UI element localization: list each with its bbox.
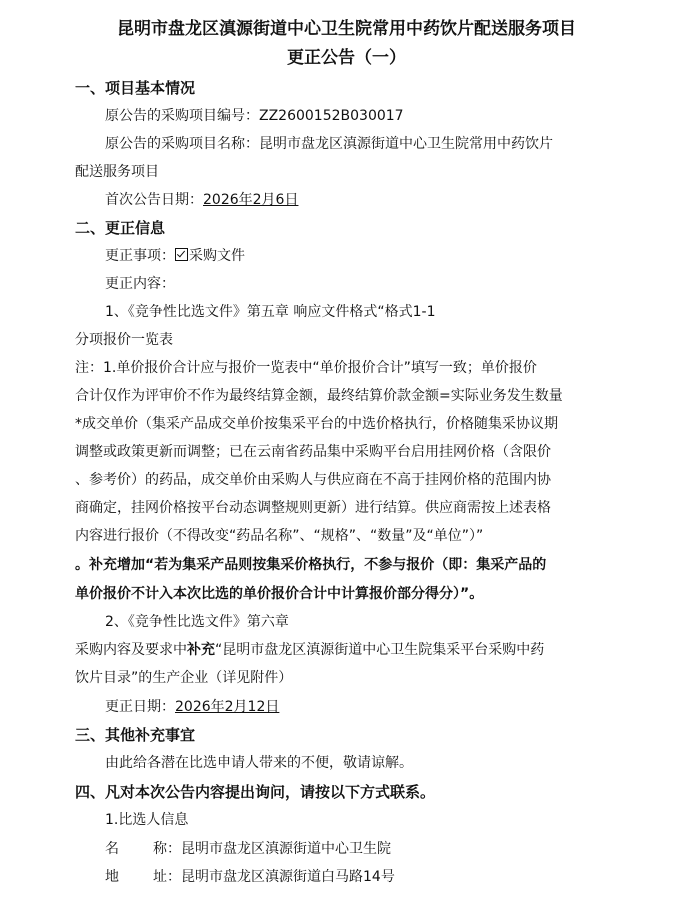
item1-line2: 分项报价一览表 xyxy=(75,332,173,348)
supplement-prefix: 。补充增加 xyxy=(75,557,145,573)
note-line: 调整或政策更新而调整；已在云南省药品集中采购平台启用挂网价格（含限价 xyxy=(75,444,551,460)
correction-matter-label: 更正事项： xyxy=(105,248,175,264)
project-name-value-part2: 配送服务项目 xyxy=(75,164,159,180)
note-line: 内容进行报价（不得改变“药品名称”、“规格”、“数量”及“单位”）” xyxy=(75,528,484,544)
bidder-info-title: 1.比选人信息 xyxy=(105,812,189,828)
item2-supplement-word: 补充 xyxy=(187,642,215,658)
project-name-row xyxy=(105,134,645,154)
checked-checkbox-icon xyxy=(175,248,188,261)
project-number-label: 原公告的采购项目编号： xyxy=(105,108,259,124)
project-name-value-part1: 昆明市盘龙区滇源街道中心卫生院常用中药饮片 xyxy=(259,136,553,152)
correction-content-label: 更正内容： xyxy=(105,276,175,292)
project-name-label: 原公告的采购项目名称： xyxy=(105,136,259,152)
bidder-name-value: 昆明市盘龙区滇源街道中心卫生院 xyxy=(181,841,391,857)
section2-heading: 二、更正信息 xyxy=(75,219,166,237)
section3-text: 由此给各潜在比选申请人带来的不便，敬请谅解。 xyxy=(105,755,413,771)
item1-line1: 1、《竞争性比选文件》第五章 响应文件格式“格式1-1 xyxy=(105,304,436,320)
item2-text-a: 采购内容及要求中 xyxy=(75,642,187,658)
supplement-line2: 单价报价不计入本次比选的单价报价合计中计算报价部分得分）”。 xyxy=(75,586,484,602)
correction-date-label: 更正日期： xyxy=(105,699,175,715)
document-subtitle: 更正公告（一） xyxy=(287,48,406,68)
bidder-address-row xyxy=(105,867,645,887)
project-number-row xyxy=(105,106,645,126)
item2-line1: 2、《竞争性比选文件》第六章 xyxy=(105,614,289,630)
item2-line2 xyxy=(75,640,615,660)
address-label-char2: 址： xyxy=(153,869,181,885)
note-line: *成交单价（集采产品成交单价按集采平台的中选价格执行，价格随集采协议期 xyxy=(75,416,558,432)
note-line: 注：1.单价报价合计应与报价一览表中“单价报价合计”填写一致；单价报价 xyxy=(75,360,537,376)
correction-date-row xyxy=(105,697,645,717)
item2-text-c: “昆明市盘龙区滇源街道中心卫生院集采平台采购中药 xyxy=(215,642,545,658)
section4-heading: 四、凡对本次公告内容提出询问，请按以下方式联系。 xyxy=(75,783,436,801)
first-date-label: 首次公告日期： xyxy=(105,192,203,208)
first-date-row xyxy=(105,190,645,210)
note-line: 合计仅作为评审价不作为最终结算金额，最终结算价款金额=实际业务发生数量 xyxy=(75,388,563,404)
correction-date-value: 2026年2月12日 xyxy=(175,699,280,715)
supplement-text-1: “若为集采产品则按集采价格执行，不参与报价（即：集采产品的 xyxy=(145,557,547,573)
document-title: 昆明市盘龙区滇源街道中心卫生院常用中药饮片配送服务项目 xyxy=(117,19,576,39)
correction-matter-row xyxy=(105,246,645,266)
name-label-char1: 名 xyxy=(105,841,119,857)
address-label-char1: 地 xyxy=(105,869,119,885)
item2-line3: 饮片目录”的生产企业（详见附件） xyxy=(75,670,293,686)
correction-matter-value: 采购文件 xyxy=(189,248,245,264)
section1-heading: 一、项目基本情况 xyxy=(75,79,196,97)
supplement-line1 xyxy=(75,555,615,575)
note-line: 、参考价）的药品，成交单价由采购人与供应商在不高于挂网价格的范围内协 xyxy=(75,472,551,488)
note-line: 商确定，挂网价格按平台动态调整规则更新）进行结算。供应商需按上述表格 xyxy=(75,500,551,516)
project-number-value: ZZ2600152B030017 xyxy=(259,108,404,124)
bidder-name-row xyxy=(105,839,645,859)
name-label-char2: 称： xyxy=(153,841,181,857)
bidder-address-value: 昆明市盘龙区滇源街道白马路14号 xyxy=(181,869,395,885)
first-date-value: 2026年2月6日 xyxy=(203,192,299,208)
section3-heading: 三、其他补充事宜 xyxy=(75,726,196,744)
